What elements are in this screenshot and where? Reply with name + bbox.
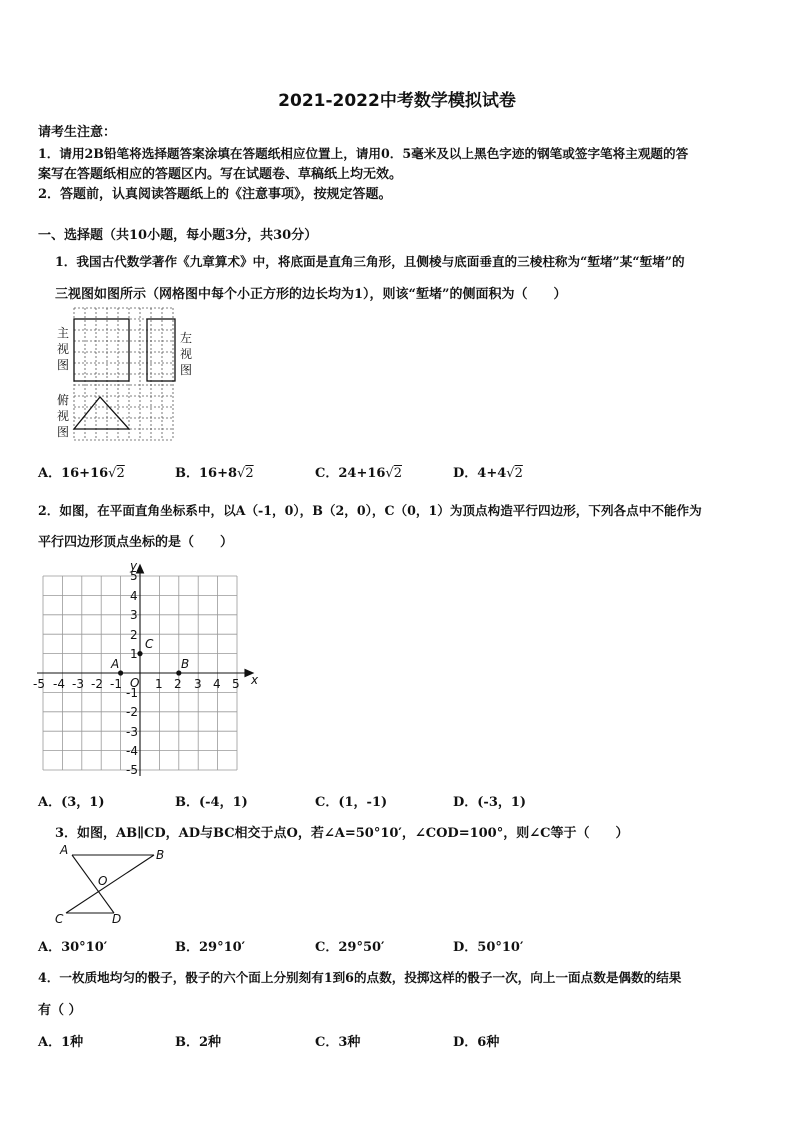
q1-option-b-text: B．16+8 <box>175 466 238 481</box>
origin-label: O <box>130 676 140 690</box>
x-tick-label: 3 <box>194 677 202 691</box>
main-view-rect <box>74 319 129 381</box>
point-b-label: B <box>181 657 190 671</box>
x-tick-label: 2 <box>174 677 182 691</box>
q2-coordinate-grid <box>35 558 265 780</box>
q3-option-a[interactable]: A．30°10′ <box>38 940 108 955</box>
sqrt-icon: √2 <box>385 466 402 481</box>
y-tick-label: 2 <box>130 628 138 642</box>
main-view-label: 主视图 <box>57 326 70 372</box>
point-a-dot <box>118 670 123 675</box>
q2-option-d[interactable]: D．(-3，1) <box>453 795 527 810</box>
y-tick-label: -4 <box>126 744 138 758</box>
x-tick-label: -4 <box>53 677 65 691</box>
q4-option-b[interactable]: B．2种 <box>175 1035 222 1050</box>
y-tick-label: 5 <box>130 569 138 583</box>
q2-line-1: 2．如图，在平面直角坐标系中，以A（-1，0），B（2，0），C（0，1）为顶点构造平行四边形，下列各点中不能作为 <box>38 503 702 518</box>
x-tick-label: 4 <box>213 677 221 691</box>
x-tick-label: -2 <box>91 677 103 691</box>
x-tick-label: 5 <box>232 677 240 691</box>
notice-line-3: 2．答题前，认真阅读答题纸上的《注意事项》，按规定答题。 <box>38 187 392 202</box>
point-c-dot <box>137 651 142 656</box>
x-tick-label: 1 <box>155 677 163 691</box>
section-heading: 一、选择题（共10小题，每小题3分，共30分） <box>38 228 318 243</box>
q1-option-d-radicand: 2 <box>514 466 523 481</box>
sqrt-icon: √2 <box>108 466 125 481</box>
q4-option-d[interactable]: D．6种 <box>453 1035 500 1050</box>
q2-line-2: 平行四边形顶点坐标的是（ ） <box>38 535 234 550</box>
page-title: 2021-2022中考数学模拟试卷 <box>278 91 516 111</box>
top-view-triangle <box>74 397 129 429</box>
q1-line-1: 1．我国古代数学著作《九章算术》中，将底面是直角三角形，且侧棱与底面垂直的三棱柱称为“堑堵”某“堑堵”的 <box>55 254 685 269</box>
point-b-dot <box>176 670 181 675</box>
q1-option-b-radicand: 2 <box>245 466 254 481</box>
y-tick-label: -1 <box>126 686 138 700</box>
q1-option-c-radicand: 2 <box>393 466 402 481</box>
x-tick-label: -3 <box>72 677 84 691</box>
q1-option-d[interactable] <box>453 462 523 481</box>
y-axis-label: y <box>130 559 138 573</box>
top-view-label: 俯视图 <box>57 393 70 439</box>
q3-figure <box>52 842 172 930</box>
q1-option-a-text: A．16+16 <box>38 466 109 481</box>
label-a: A <box>60 843 69 857</box>
y-tick-label: -3 <box>126 725 138 739</box>
q3-option-b[interactable]: B．29°10′ <box>175 940 246 955</box>
q1-option-a[interactable] <box>38 462 125 481</box>
x-tick-label: -5 <box>33 677 45 691</box>
q1-line-2: 三视图如图所示（网格图中每个小正方形的边长均为1），则该“堑堵”的侧面积为（ ） <box>55 287 567 302</box>
label-b: B <box>156 848 165 862</box>
q4-option-c[interactable]: C．3种 <box>315 1035 361 1050</box>
q4-option-a[interactable]: A．1种 <box>38 1035 84 1050</box>
segment-bc <box>66 855 154 913</box>
notice-line-2: 案写在答题纸相应的答题区内。写在试题卷、草稿纸上均无效。 <box>38 167 403 182</box>
notice-line-1: 1．请用2B铅笔将选择题答案涂填在答题纸相应位置上，请用0．5毫米及以上黑色字迹的钢笔或签字笔将主观题的答 <box>38 146 689 161</box>
point-c-label: C <box>145 637 154 651</box>
point-a-label: A <box>111 657 120 671</box>
left-view-label: 左视图 <box>180 331 193 377</box>
q1-option-c[interactable] <box>315 462 402 481</box>
q3-option-c[interactable]: C．29°50′ <box>315 940 385 955</box>
q3-option-d[interactable]: D．50°10′ <box>453 940 524 955</box>
q1-option-b[interactable] <box>175 462 254 481</box>
label-d: D <box>112 912 122 926</box>
q2-option-b[interactable]: B．(-4，1) <box>175 795 248 810</box>
q2-option-c[interactable]: C．(1，-1) <box>315 795 388 810</box>
q1-option-d-text: D．4+4 <box>453 466 507 481</box>
sqrt-icon: √2 <box>506 466 523 481</box>
x-axis-label: x <box>251 673 259 687</box>
y-tick-label: -2 <box>126 705 138 719</box>
y-tick-label: 4 <box>130 589 138 603</box>
label-o: O <box>98 874 108 888</box>
label-c: C <box>55 912 64 926</box>
q4-line-1: 4．一枚质地均匀的骰子，骰子的六个面上分别刻有1到6的点数，投掷这样的骰子一次，向上一面点数是偶数的结果 <box>38 970 682 985</box>
notice-heading: 请考生注意： <box>38 125 117 140</box>
q4-line-2: 有（ ） <box>38 1003 82 1018</box>
q1-option-c-text: C．24+16 <box>315 466 386 481</box>
q1-option-a-radicand: 2 <box>116 466 125 481</box>
y-tick-label: 3 <box>130 608 138 622</box>
x-tick-label: -1 <box>110 677 122 691</box>
y-tick-label: 1 <box>130 647 138 661</box>
y-tick-label: -5 <box>126 763 138 777</box>
q3-line-1: 3．如图，AB∥CD，AD与BC相交于点O，若∠A=50°10′，∠COD=100°，则∠C等于（ ） <box>55 826 629 841</box>
q2-option-a[interactable]: A．(3，1) <box>38 795 105 810</box>
sqrt-icon: √2 <box>237 466 254 481</box>
